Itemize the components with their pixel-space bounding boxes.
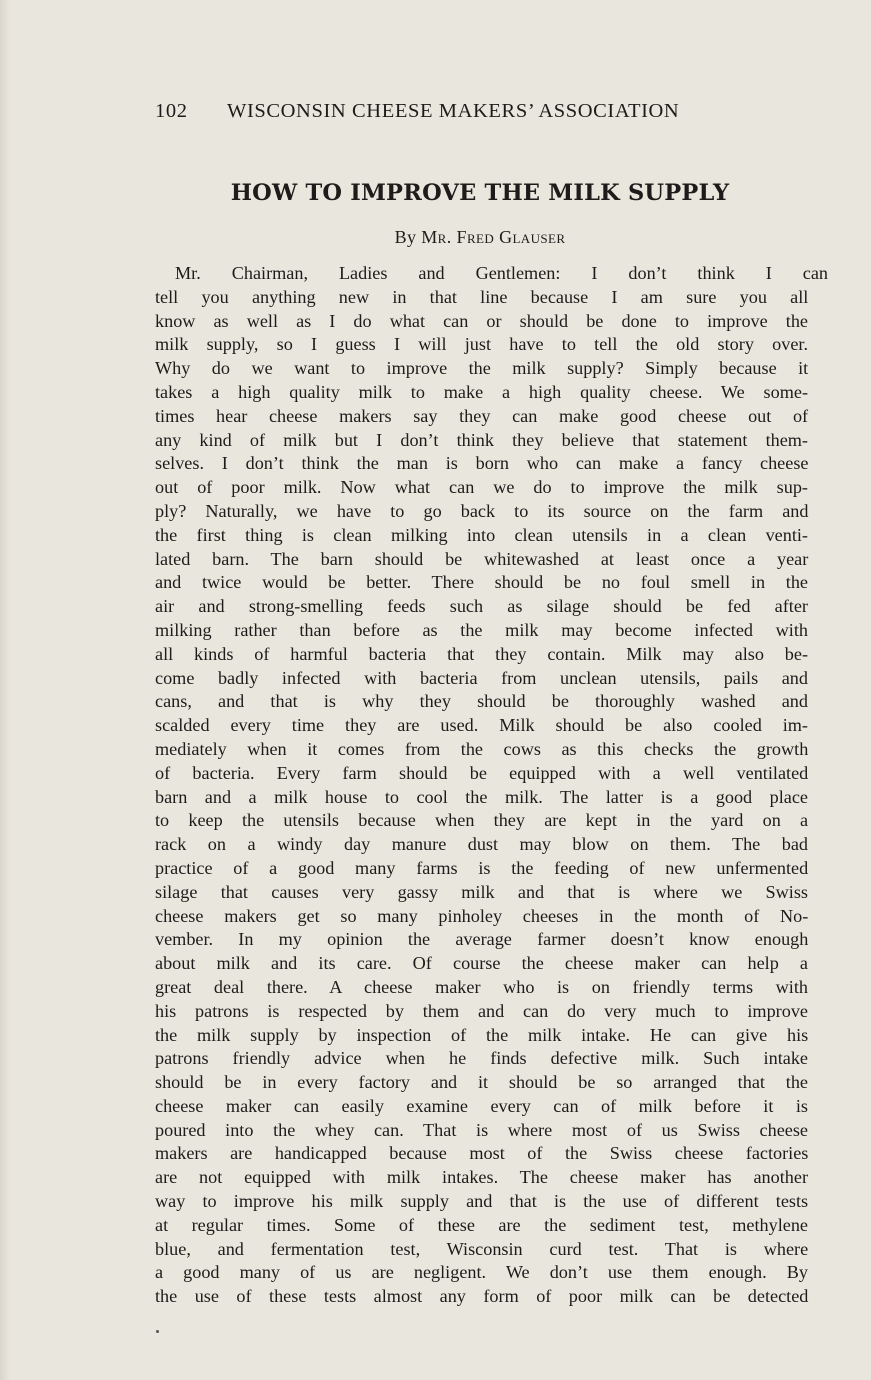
author-name: Mr. Fred Glauser xyxy=(421,227,566,247)
text-line: blue, and fermentation test, Wisconsin curd test. That is where xyxy=(155,1238,809,1259)
text-line: great deal there. A cheese maker who is on friendly terms with xyxy=(155,976,808,997)
text-line: to keep the utensils because when they are kept in the yard on a xyxy=(155,810,809,831)
text-line: about milk and its care. Of course the cheese maker can help a xyxy=(155,953,808,974)
text-line: cheese maker can easily examine every can of milk before it is xyxy=(155,1095,808,1116)
text-line: all kinds of harmful bacteria that they contain. Milk may also be- xyxy=(155,643,808,664)
text-line: selves. I don’t think the man is born who can make a fancy cheese xyxy=(155,453,809,474)
text-line: patrons friendly advice when he finds defective milk. Such intake xyxy=(155,1048,808,1069)
text-line: know as well as I do what can or should be done to improve the xyxy=(155,310,808,331)
text-line: any kind of milk but I don’t think they believe that statement them- xyxy=(155,429,808,450)
text-line: takes a high quality milk to make a high quality cheese. We some- xyxy=(155,381,808,402)
text-line: and twice would be better. There should be no foul smell in the xyxy=(155,572,808,593)
text-line: mediately when it comes from the cows as this checks the growth xyxy=(155,738,809,759)
page-number: 102 xyxy=(155,100,188,122)
text-line: of bacteria. Every farm should be equipped with a well ventilated xyxy=(155,762,809,783)
text-line: out of poor milk. Now what can we do to improve the milk sup- xyxy=(155,477,808,498)
text-line: vember. In my opinion the average farmer doesn’t know enough xyxy=(155,929,809,950)
text-line: the use of these tests almost any form of poor milk can be detected xyxy=(155,1286,809,1307)
text-line: tell you anything new in that line because I am sure you all xyxy=(155,286,809,307)
byline xyxy=(150,227,810,248)
text-line: come badly infected with bacteria from unclean utensils, pails and xyxy=(155,667,808,688)
text-line: silage that causes very gassy milk and that is where we Swiss xyxy=(155,881,809,902)
text-line: are not equipped with milk intakes. The cheese maker has another xyxy=(155,1167,808,1188)
text-line: rack on a windy day manure dust may blow on them. The bad xyxy=(155,834,808,855)
text-line: milk supply, so I guess I will just have to tell the old story over. xyxy=(155,334,808,355)
text-line: Why do we want to improve the milk supply? Simply because it xyxy=(155,358,809,379)
text-line: practice of a good many farms is the feeding of new unfermented xyxy=(155,857,809,878)
text-line: ply? Naturally, we have to go back to its source on the farm and xyxy=(155,500,809,521)
text-line: his patrons is respected by them and can do very much to improve xyxy=(155,1000,808,1021)
text-line: a good many of us are negligent. We don’t use them enough. By xyxy=(155,1262,808,1283)
text-line: cans, and that is why they should be thoroughly washed and xyxy=(155,691,808,712)
text-line: makers are handicapped because most of the Swiss cheese factories xyxy=(155,1143,809,1164)
page-edge-shadow xyxy=(0,0,10,1380)
text-line: lated barn. The barn should be whitewashed at least once a year xyxy=(155,548,809,569)
article-title: HOW TO IMPROVE THE MILK SUPPLY xyxy=(230,180,730,206)
byline-prefix: By xyxy=(394,227,417,247)
text-line: poured into the whey can. That is where most of us Swiss cheese xyxy=(155,1119,808,1140)
text-line: way to improve his milk supply and that is the use of different tests xyxy=(155,1191,809,1212)
journal-title: WISCONSIN CHEESE MAKERS’ ASSOCIATION xyxy=(227,100,680,122)
text-line: air and strong-smelling feeds such as silage should be fed after xyxy=(155,596,808,617)
text-line: at regular times. Some of these are the sediment test, methylene xyxy=(155,1214,808,1235)
running-head xyxy=(155,100,735,130)
text-line: milking rather than before as the milk may become infected with xyxy=(155,619,808,640)
text-line: Mr. Chairman, Ladies and Gentlemen: I don’t think I can xyxy=(175,263,828,283)
text-line: scalded every time they are used. Milk should be also cooled im- xyxy=(155,715,808,736)
text-line: barn and a milk house to cool the milk. The latter is a good place xyxy=(155,786,808,807)
text-line: cheese makers get so many pinholey cheeses in the month of No- xyxy=(155,905,809,926)
text-line: should be in every factory and it should be so arranged that the xyxy=(155,1072,808,1093)
text-line: times hear cheese makers say they can make good cheese out of xyxy=(155,405,809,426)
article-body xyxy=(155,262,828,1309)
print-speck xyxy=(156,1330,159,1333)
text-line: the milk supply by inspection of the milk intake. He can give his xyxy=(155,1024,809,1045)
text-line: the first thing is clean milking into clean utensils in a clean venti- xyxy=(155,524,808,545)
